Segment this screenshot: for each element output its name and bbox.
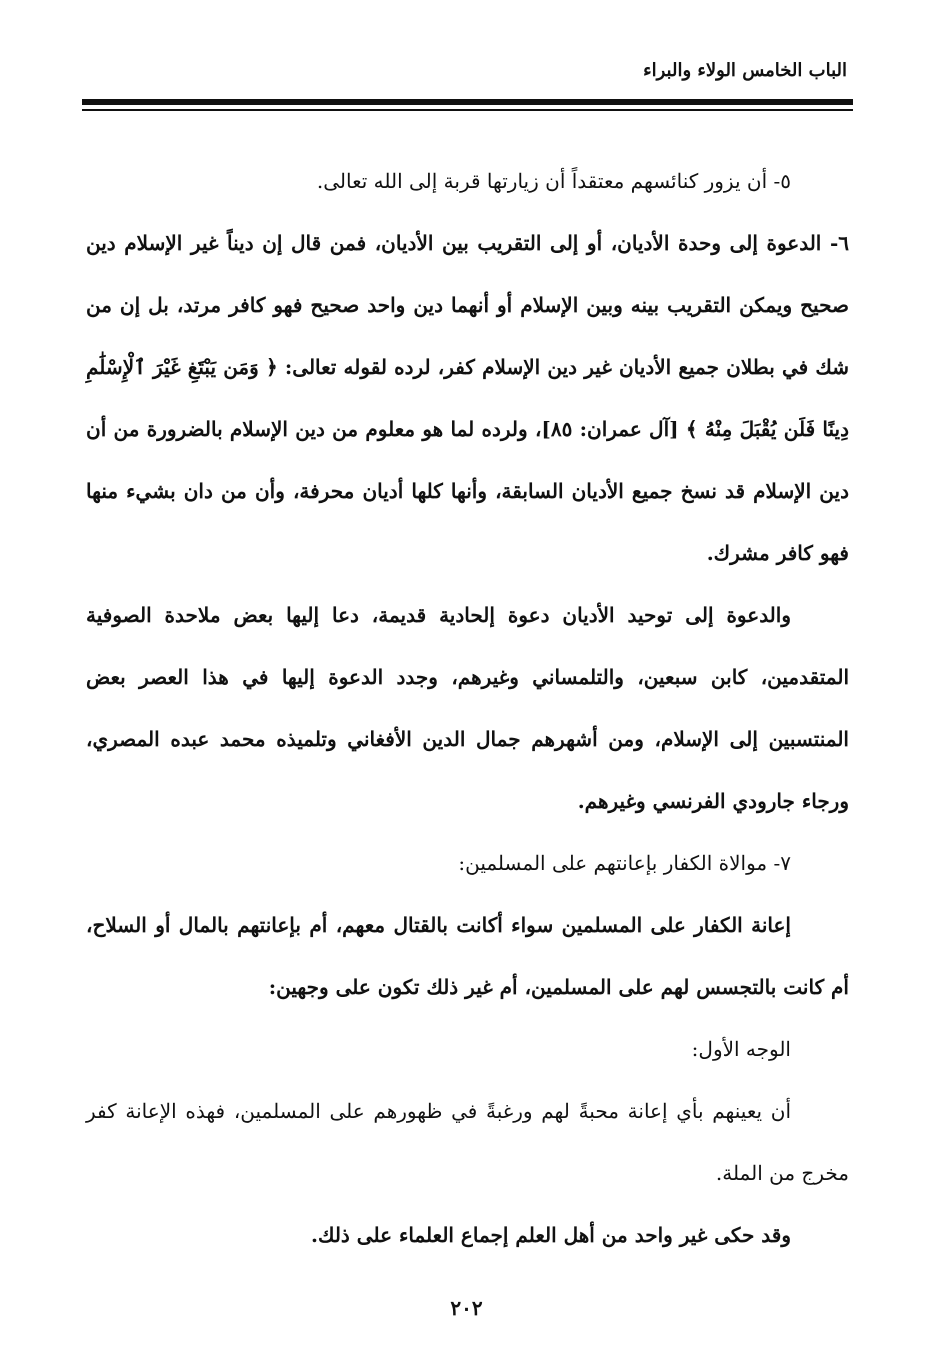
first-aspect-text: أن يعينهم بأي إعانة محبةً لهم ورغبةً في ظهورهم على المسلمين، فهذه الإعانة كفر مخرج من الملة. — [86, 1099, 849, 1185]
paragraph-item-7-heading: ٧- موالاة الكفار بإعانتهم على المسلمين: — [458, 851, 791, 875]
consensus-paragraph: وقد حكى غير واحد من أهل العلم إجماع العلماء على ذلك. — [311, 1223, 791, 1247]
header-rule-thin — [82, 109, 853, 111]
page-body — [86, 150, 849, 1266]
paragraph-item-6: ٦- الدعوة إلى وحدة الأديان، أو إلى التقريب بين الأديان، فمن قال إن ديناً غير الإسلام دين صحيح ويمكن التقريب بينه وبين الإسلام أو أنهما دين واحد صحيح فهو كافر مرتد، بل إن من شك في بطلان جميع الأديان غير دين الإسلام كفر، لرده لقوله تعالى: ﴿ وَمَن يَبْتَغِ غَيْرَ ٱلْإِسْلَٰمِ دِينًا فَلَن يُقْبَلَ مِنْهُ ﴾ [آل عمران: ٨٥]، ولرده لما هو معلوم من دين الإسلام بالضرورة من أن دين الإسلام قد نسخ جميع الأديان السابقة، وأنها كلها أديان محرفة، وأن من دان بشيء منها فهو كافر مشرك. — [86, 231, 850, 565]
header-rule-thick — [82, 99, 853, 105]
paragraph-unity-of-religions: والدعوة إلى توحيد الأديان دعوة إلحادية قديمة، دعا إليها بعض ملاحدة الصوفية المتقدمين، كابن سبعين، والتلمساني وغيرهم، وجدد الدعوة إليها في هذا العصر بعض المنتسبين إلى الإسلام، ومن أشهرهم جمال الدين الأفغاني وتلميذه محمد عبده المصري، ورجاء جارودي الفرنسي وغيرهم. — [86, 603, 849, 813]
running-header: الباب الخامس الولاء والبراء — [643, 60, 847, 81]
page-number: ٢٠٢ — [450, 1296, 483, 1320]
paragraph-item-5: ٥- أن يزور كنائسهم معتقداً أن زيارتها قربة إلى الله تعالى. — [316, 169, 791, 193]
first-aspect-label: الوجه الأول: — [691, 1037, 791, 1061]
paragraph-helping-disbelievers: إعانة الكفار على المسلمين سواء أكانت بالقتال معهم، أم بإعانتهم بالمال أو السلاح، أم كانت بالتجسس لهم على المسلمين، أم غير ذلك تكون على وجهين: — [86, 913, 849, 999]
